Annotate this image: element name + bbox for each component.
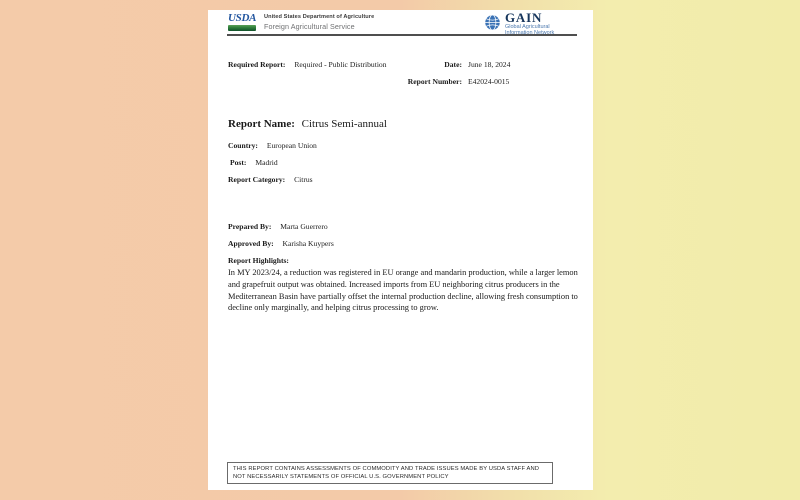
report-page [208,10,593,490]
gain-subtitle-line1: Global Agricultural [505,24,550,30]
usda-department-text: United States Department of Agriculture [264,14,375,20]
report-category-value: Citrus [294,175,313,184]
header-divider [227,34,577,36]
report-number-value: E42024-0015 [468,77,510,86]
date-value: June 18, 2024 [468,60,511,69]
usda-logo-icon [228,13,258,31]
report-name-label: Report Name: [228,118,295,130]
usda-field-symbol-icon [228,25,256,31]
report-number-label: Report Number: [407,77,462,86]
usda-service-text: Foreign Agricultural Service [264,21,355,31]
post-line [230,158,278,167]
disclaimer-box [227,462,553,484]
post-label: Post: [230,158,247,167]
disclaimer-text: THIS REPORT CONTAINS ASSESSMENTS OF COMMODITY AND TRADE ISSUES MADE BY USDA STAFF AND NOT NECESSARILY STATEMENTS OF OFFICIAL U.S. GOVERNMENT POLICY [233,466,540,481]
usda-fas-logo [228,13,374,31]
approved-by-label: Approved By: [228,239,274,248]
date-label: Date: [444,60,462,69]
approved-by-value: Karisha Kuypers [282,239,334,248]
country-label: Country: [228,141,258,150]
country-value: European Union [266,141,317,150]
usda-wordmark: USDA [228,12,257,24]
report-name-value: Citrus Semi-annual [301,118,387,130]
globe-icon [484,14,501,31]
prepared-by-value: Marta Guerrero [280,222,328,231]
report-category-label: Report Category: [228,175,286,184]
gain-wordmark: GAIN [505,10,543,25]
report-name-line [228,118,387,131]
report-number-line [358,77,578,86]
country-line [228,141,317,150]
prepared-by-label: Prepared By: [228,222,272,231]
report-highlights-label: Report Highlights: [228,256,289,265]
meta-right-column [358,60,578,94]
report-highlights-text: In MY 2023/24, a reduction was registered in EU orange and mandarin production, while a larger lemon and grapefruit output was obtained. Increased imports from EU neighboring citrus producers in the Mediterranean Basin have partially offset the internal production decline, allowing fresh consumption to decline only marginally, and helping citrus processing to grow. [228,268,578,313]
required-report-label: Required Report: [228,60,286,69]
approved-by-line [228,239,334,248]
date-line [358,60,578,69]
prepared-by-line [228,222,328,231]
report-category-line [228,175,313,184]
post-value: Madrid [255,158,278,167]
required-report-value: Required - Public Distribution [294,60,387,69]
